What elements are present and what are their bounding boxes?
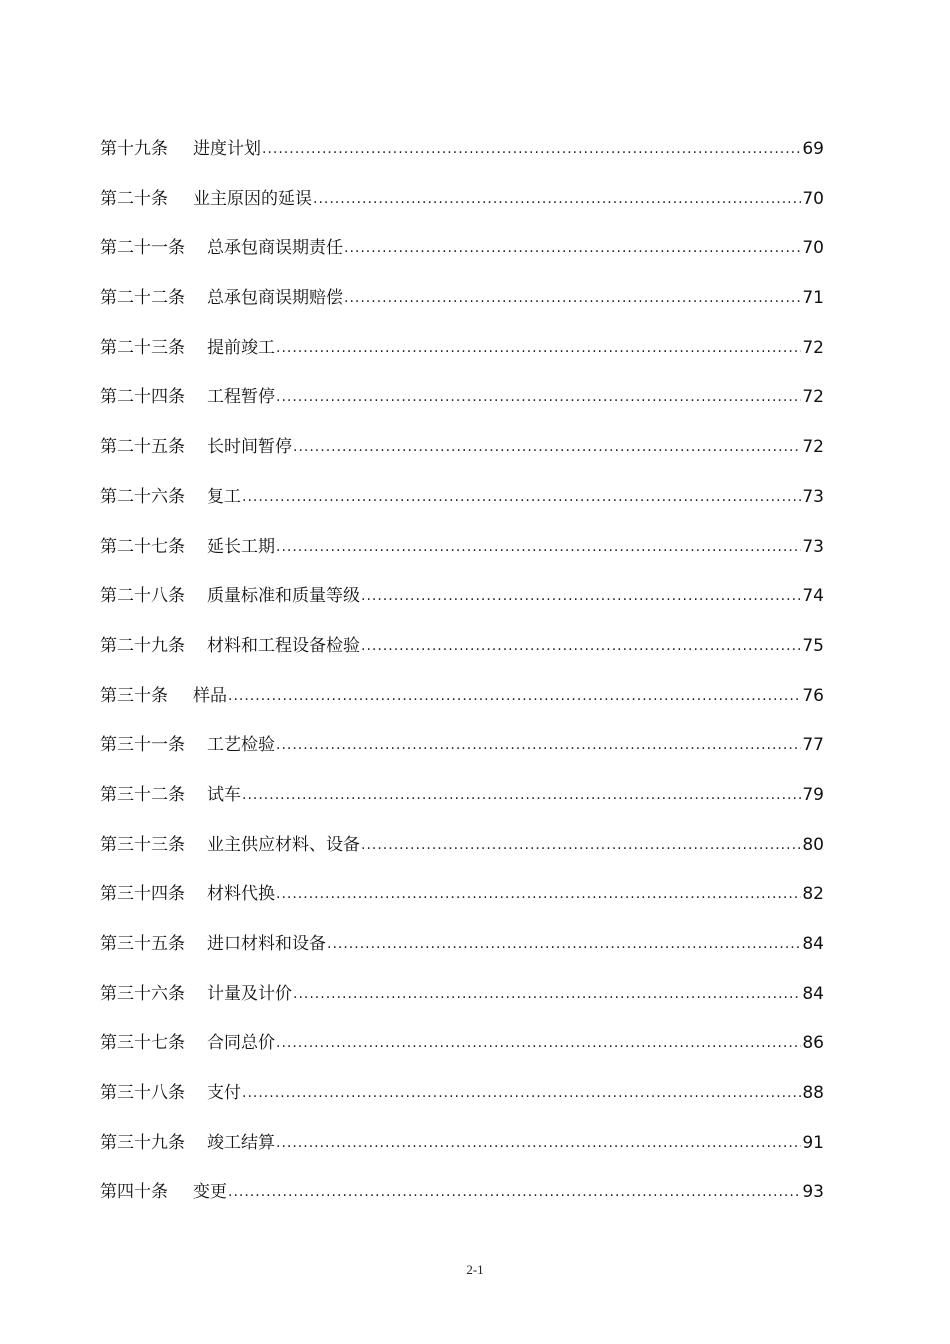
toc-entry-number: 第三十六条	[100, 983, 185, 1004]
toc-entry-number: 第二十四条	[100, 387, 185, 408]
toc-entry-number: 第二十二条	[100, 288, 185, 309]
toc-entry-number: 第二十条	[100, 188, 168, 209]
toc-entry-number: 第三十七条	[100, 1033, 185, 1054]
toc-entry-number: 第十九条	[100, 139, 168, 159]
toc-dot-leader	[276, 1126, 801, 1160]
toc-entry-number: 第三十五条	[100, 934, 185, 954]
toc-entry[interactable]	[100, 132, 824, 182]
toc-entry-title: 复工	[207, 486, 241, 507]
toc-entry-title: 支付	[207, 1083, 241, 1104]
toc-entry-number: 第二十三条	[100, 337, 185, 358]
toc-dot-leader	[293, 430, 801, 464]
toc-entry-number: 第三十八条	[100, 1083, 185, 1104]
toc-entry-number: 第三十二条	[100, 784, 185, 805]
toc-dot-leader	[276, 1026, 801, 1060]
toc-entry-number: 第二十七条	[100, 536, 185, 557]
toc-entry-number: 第三十四条	[100, 884, 185, 905]
toc-entry-title: 进口材料和设备	[207, 934, 326, 954]
toc-dot-leader	[242, 778, 801, 812]
toc-entry-title: 工程暂停	[207, 387, 275, 408]
toc-entry[interactable]	[100, 1026, 824, 1076]
toc-entry-title: 总承包商误期赔偿	[207, 288, 343, 309]
toc-entry[interactable]	[100, 480, 824, 530]
toc-entry-page: 71	[802, 288, 824, 309]
toc-entry[interactable]	[100, 927, 824, 977]
toc-entry-number: 第二十九条	[100, 635, 185, 656]
toc-entry[interactable]	[100, 977, 824, 1027]
toc-entry-number: 第二十一条	[100, 238, 185, 259]
toc-entry[interactable]	[100, 331, 824, 381]
toc-entry-title: 合同总价	[207, 1033, 275, 1054]
toc-dot-leader	[361, 579, 801, 613]
toc-entry[interactable]	[100, 579, 824, 629]
toc-dot-leader	[228, 679, 801, 713]
toc-entry-title: 提前竣工	[207, 337, 275, 358]
toc-entry-title: 材料和工程设备检验	[207, 635, 360, 656]
toc-entry[interactable]	[100, 231, 824, 281]
toc-dot-leader	[344, 231, 801, 265]
toc-entry[interactable]	[100, 679, 824, 729]
toc-entry-page: 76	[802, 685, 824, 706]
toc-entry-title: 材料代换	[207, 884, 275, 905]
toc-entry-page: 70	[802, 238, 824, 259]
toc-entry-title: 业主原因的延误	[193, 188, 312, 209]
toc-entry[interactable]	[100, 1175, 824, 1225]
toc-entry-number: 第二十六条	[100, 486, 185, 507]
toc-entry-title: 质量标准和质量等级	[207, 586, 360, 607]
toc-entry-title: 工艺检验	[207, 735, 275, 756]
toc-entry-page: 84	[802, 934, 824, 954]
toc-entry-number: 第三十条	[100, 685, 168, 706]
toc-entry-page: 72	[802, 437, 824, 458]
toc-entry-title: 延长工期	[207, 536, 275, 557]
toc-entry-page: 75	[802, 635, 824, 656]
toc-entry-title: 进度计划	[193, 139, 261, 159]
toc-entry-title: 样品	[193, 685, 227, 706]
toc-entry[interactable]	[100, 629, 824, 679]
toc-entry-title: 变更	[193, 1182, 227, 1203]
toc-dot-leader	[242, 480, 801, 514]
toc-dot-leader	[276, 331, 801, 365]
toc-entry[interactable]	[100, 1076, 824, 1126]
toc-entry[interactable]	[100, 1126, 824, 1176]
toc-entry-page: 69	[802, 139, 824, 159]
toc-entry-page: 84	[802, 983, 824, 1004]
toc-entry-page: 79	[802, 784, 824, 805]
toc-entry-number: 第二十五条	[100, 437, 185, 458]
table-of-contents	[100, 132, 824, 1225]
toc-dot-leader	[276, 380, 801, 414]
toc-entry[interactable]	[100, 728, 824, 778]
toc-dot-leader	[361, 629, 801, 663]
toc-entry-page: 70	[802, 188, 824, 209]
page-number: 2-1	[466, 1262, 484, 1277]
toc-entry-title: 总承包商误期责任	[207, 238, 343, 259]
toc-entry[interactable]	[100, 877, 824, 927]
toc-entry-page: 73	[802, 536, 824, 557]
toc-dot-leader	[242, 1076, 801, 1110]
toc-dot-leader	[327, 927, 801, 961]
toc-entry[interactable]	[100, 182, 824, 232]
toc-entry-page: 93	[802, 1182, 824, 1203]
toc-entry[interactable]	[100, 281, 824, 331]
toc-entry-title: 试车	[207, 784, 241, 805]
toc-entry-page: 73	[802, 486, 824, 507]
toc-dot-leader	[276, 530, 801, 564]
toc-dot-leader	[262, 132, 801, 166]
toc-dot-leader	[344, 281, 801, 315]
toc-entry[interactable]	[100, 380, 824, 430]
toc-dot-leader	[313, 182, 801, 216]
toc-entry-number: 第四十条	[100, 1182, 168, 1203]
toc-entry[interactable]	[100, 530, 824, 580]
toc-dot-leader	[276, 877, 801, 911]
toc-dot-leader	[361, 828, 801, 862]
toc-dot-leader	[293, 977, 801, 1011]
toc-dot-leader	[228, 1175, 801, 1209]
toc-entry-number: 第二十八条	[100, 586, 185, 607]
toc-entry-page: 91	[802, 1132, 824, 1153]
toc-entry-page: 86	[802, 1033, 824, 1054]
toc-entry-page: 72	[802, 337, 824, 358]
toc-entry-page: 77	[802, 735, 824, 756]
toc-entry-page: 82	[802, 884, 824, 905]
toc-entry-page: 72	[802, 387, 824, 408]
toc-entry-page: 80	[802, 834, 824, 855]
toc-entry[interactable]	[100, 778, 824, 828]
toc-dot-leader	[276, 728, 801, 762]
toc-entry-page: 74	[802, 586, 824, 607]
toc-entry-page: 88	[802, 1083, 824, 1104]
toc-entry-number: 第三十三条	[100, 834, 185, 855]
toc-entry-title: 业主供应材料、设备	[207, 834, 360, 855]
toc-entry-title: 计量及计价	[207, 983, 292, 1004]
toc-entry[interactable]	[100, 430, 824, 480]
toc-entry-number: 第三十九条	[100, 1132, 185, 1153]
toc-entry-title: 竣工结算	[207, 1132, 275, 1153]
toc-entry[interactable]	[100, 828, 824, 878]
toc-entry-title: 长时间暂停	[207, 437, 292, 458]
toc-entry-number: 第三十一条	[100, 735, 185, 756]
